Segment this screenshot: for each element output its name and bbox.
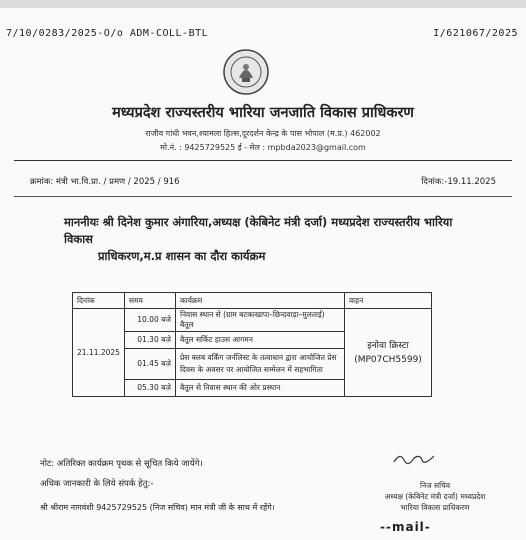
signature-icon	[392, 450, 438, 466]
signatory-title: निज सचिव	[420, 481, 450, 490]
subject-line-1: माननीयः श्री दिनेश कुमार अंगारिया,अध्यक्ष (केबिनेट मंत्री दर्जा) मध्यप्रदेश राज्यस्तरीय भारिया	[64, 215, 453, 229]
header-time: समय	[124, 293, 175, 309]
header-date: दिनांक	[73, 293, 125, 309]
vehicle-name: इनोवा क्रिस्टा	[367, 340, 409, 351]
table-row	[73, 309, 432, 332]
memo-divider	[14, 196, 512, 197]
mail-stamp: --mail-	[380, 520, 431, 534]
signatory-line-2: अध्यक्ष (केबिनेट मंत्री दर्जा) मध्यप्रदेश	[384, 492, 486, 501]
row-time: 10.00 बजे	[124, 309, 175, 332]
signatory-line-3: भारिया विकास प्राधिकरण	[400, 503, 470, 512]
subject-line-3: प्राधिकरण,म.प्र शासन का दौरा कार्यक्रम	[98, 249, 266, 263]
government-seal-icon	[222, 48, 270, 96]
schedule-table	[72, 292, 432, 397]
row-time: 01.30 बजे	[124, 332, 175, 349]
subject-line-2: विकास	[64, 232, 93, 246]
row-event: बैतूल से निवास स्थान की ओर प्रस्थान	[175, 380, 344, 397]
schedule-date: 21.11.2025	[73, 309, 125, 397]
row-event: निवास स्थान से (ग्राम बटकाखापा–छिन्दवाड़ा–मुलताई) बैतूल	[175, 309, 344, 332]
header-event: कार्यक्रम	[175, 293, 344, 309]
subject-heading	[64, 214, 494, 265]
schedule-header-row	[73, 293, 432, 309]
top-strip	[0, 0, 526, 8]
vehicle-cell	[345, 309, 432, 397]
note-text: नोट: अतिरिक्त कार्यक्रम पृथक से सूचित किये जायेंगे।	[40, 459, 203, 469]
row-time: 01.45 बजे	[124, 349, 175, 380]
organization-address: राजीव गांधी भवन,श्यामला हिल्स,दूरदर्शन केन्द्र के पास भोपाल (म.प्र.) 462002	[145, 129, 381, 138]
row-time: 05.30 बजे	[124, 380, 175, 397]
memo-line	[30, 176, 496, 187]
secretary-line: श्री श्रीराम नागवंशी 9425729525 (निज सचिव) मान मंत्री जी के साथ में रहेंगे।	[40, 503, 275, 512]
organization-title: मध्यप्रदेश राज्यस्तरीय भारिया जनजाति विकास प्राधिकरण	[112, 105, 414, 121]
signature-block	[360, 480, 510, 513]
memo-date: दिनांक:-19.11.2025	[421, 177, 496, 187]
vehicle-number: (MP07CH5599)	[354, 354, 422, 365]
organization-contact: मो.नं. : 9425729525 ई - मेल : mpbda2023@gmail.com	[160, 143, 366, 152]
reference-right: I/621067/2025	[433, 28, 518, 39]
reference-left: 7/10/0283/2025-O/o ADM-COLL-BTL	[6, 28, 209, 39]
memo-number: क्रमांक: मंत्री भा.वि.प्रा. / प्रमण / 2025 / 916	[30, 177, 180, 187]
reference-line	[6, 28, 518, 39]
row-event: बैतूल सर्किट हाउस आगमन	[175, 332, 344, 349]
contact-heading: अधिक जानकारी के लिये संपर्क हेतु:-	[40, 479, 154, 489]
header-divider	[14, 160, 512, 161]
header-vehicle: वाहन	[345, 293, 432, 309]
row-event: प्रेस क्लब वर्किंग जर्नलिस्ट के तत्वाधान द्वारा आयोजित प्रेस दिवस के अवसर पर आयोजित सम्मेलन में सहभागिता	[175, 349, 344, 380]
